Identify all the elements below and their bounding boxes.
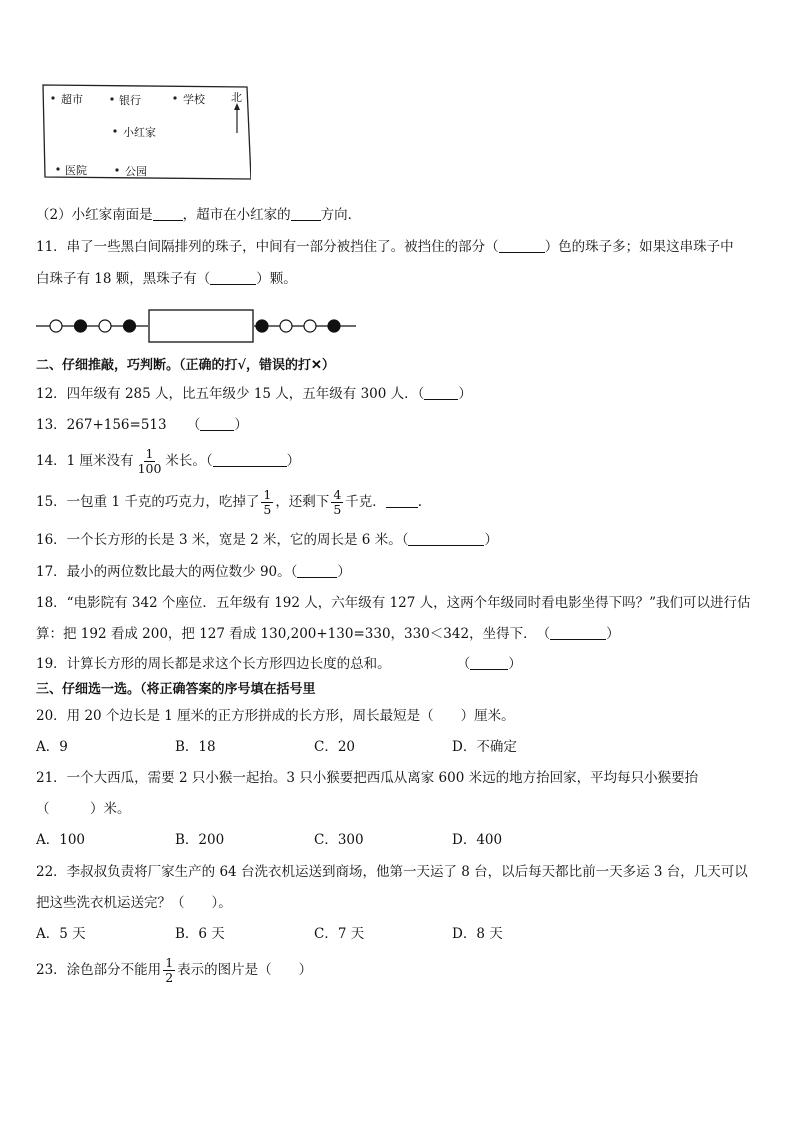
map-label-bank: 银行 bbox=[119, 94, 141, 107]
answer-blank[interactable] bbox=[210, 270, 256, 285]
option-c[interactable]: C．20 bbox=[314, 739, 356, 755]
map-label-park: 公园 bbox=[125, 165, 147, 178]
black-bead bbox=[256, 320, 268, 332]
option-b[interactable]: B．6 天 bbox=[175, 926, 225, 942]
option-a[interactable]: A．100 bbox=[36, 832, 86, 848]
option-c[interactable]: C．7 天 bbox=[314, 926, 365, 942]
map-label-school: 学校 bbox=[183, 93, 205, 106]
black-bead bbox=[328, 320, 340, 332]
map-label-home: 小红家 bbox=[123, 126, 156, 139]
close-paren: ） bbox=[606, 626, 620, 642]
question-22-line2: 把这些洗衣机运送完？（ ）。 bbox=[36, 895, 232, 911]
option-c[interactable]: C．300 bbox=[314, 832, 364, 848]
answer-blank[interactable] bbox=[213, 452, 287, 467]
q14-text-a: 14．1 厘米没有 bbox=[36, 453, 134, 469]
answer-blank[interactable] bbox=[153, 206, 183, 221]
option-a[interactable]: A．9 bbox=[36, 739, 68, 755]
q10-2-text-c: 方向． bbox=[320, 207, 362, 223]
question-12 bbox=[36, 384, 472, 404]
option-d[interactable]: D．8 天 bbox=[452, 926, 503, 942]
question-14 bbox=[36, 447, 300, 476]
q18-text: 算：把 192 看成 200，把 127 看成 130,200+130=330，330＜342，坐得下． （ bbox=[36, 626, 551, 642]
bead-string-figure bbox=[36, 306, 366, 346]
question-21-line2: （ ）米。 bbox=[36, 801, 131, 817]
map-label-supermarket: 超市 bbox=[61, 93, 83, 106]
fraction-denominator: 100 bbox=[137, 461, 162, 476]
question-17 bbox=[36, 562, 351, 582]
question-10-2 bbox=[36, 205, 361, 225]
fraction-numerator: 1 bbox=[263, 487, 272, 502]
answer-blank[interactable] bbox=[470, 655, 508, 670]
question-18-line1: 18．“电影院有 342 个座位．五年级有 192 人，六年级有 127 人，这两个年级同时看电影坐得下吗？”我们可以进行估 bbox=[36, 595, 751, 611]
white-bead bbox=[280, 320, 292, 332]
question-11-line1 bbox=[36, 237, 734, 257]
q17-text: 17．最小的两位数比最大的两位数少 90。（ bbox=[36, 564, 298, 580]
hidden-part-box bbox=[149, 310, 253, 342]
answer-blank[interactable] bbox=[297, 563, 337, 578]
fraction-numerator: 4 bbox=[333, 487, 342, 502]
answer-blank[interactable] bbox=[408, 531, 484, 546]
question-22-line1: 22．李叔叔负责将厂家生产的 64 台洗衣机运送到商场，他第一天运了 8 台，以后每天都比前一天多运 3 台，几天可以 bbox=[36, 864, 748, 880]
q15-text-a: 15．一包重 1 千克的巧克力，吃掉了 bbox=[36, 494, 260, 510]
q11-text-c: 白珠子有 18 颗，黑珠子有（ bbox=[36, 271, 211, 287]
map-label-hospital: 医院 bbox=[65, 164, 87, 177]
map-label-north: 北 bbox=[231, 91, 242, 104]
question-20: 20．用 20 个边长是 1 厘米的正方形拼成的长方形，周长最短是（ ）厘米。 bbox=[36, 708, 515, 724]
black-bead bbox=[124, 320, 136, 332]
q13-text: 13．267+156=513 （ bbox=[36, 417, 201, 433]
fraction-denominator: 2 bbox=[165, 970, 174, 985]
option-a[interactable]: A．5 天 bbox=[36, 926, 86, 942]
q10-2-text-b: ，超市在小红家的 bbox=[182, 207, 291, 223]
option-b[interactable]: B．200 bbox=[175, 832, 225, 848]
answer-blank[interactable] bbox=[291, 206, 321, 221]
close-paren: ） bbox=[286, 453, 301, 469]
fraction-numerator: 1 bbox=[145, 446, 154, 461]
q14-text-b: 米长。（ bbox=[165, 453, 213, 469]
fraction-denominator: 5 bbox=[263, 502, 272, 517]
white-bead bbox=[304, 320, 316, 332]
q19-text: 19．计算长方形的周长都是求这个长方形四边长度的总和。 bbox=[36, 656, 391, 672]
q11-text-a: 11．串了一些黑白间隔排列的珠子，中间有一部分被挡住了。被挡住的部分（ bbox=[36, 239, 499, 255]
q15-text-c: 千克． bbox=[345, 494, 386, 510]
answer-blank[interactable] bbox=[386, 493, 418, 508]
question-11-line2 bbox=[36, 269, 297, 289]
q11-text-b: ）色的珠子多；如果这串珠子中 bbox=[544, 239, 734, 255]
section-3-heading: 三、仔细选一选。（将正确答案的序号填在括号里 bbox=[36, 682, 316, 697]
question-18-line2 bbox=[36, 624, 620, 644]
open-paren: （ bbox=[456, 656, 471, 672]
period: . bbox=[417, 494, 423, 510]
answer-blank[interactable] bbox=[200, 416, 234, 431]
close-paren: ） bbox=[458, 386, 472, 402]
fraction-numerator: 1 bbox=[165, 955, 174, 970]
q10-2-text-a: （2）小红家南面是 bbox=[36, 207, 153, 223]
option-d[interactable]: D．不确定 bbox=[452, 739, 517, 755]
answer-blank[interactable] bbox=[499, 238, 545, 253]
q23-text-b: 表示的图片是（ ） bbox=[177, 962, 313, 978]
close-paren: ） bbox=[508, 656, 522, 672]
q15-text-b: ，还剩下 bbox=[275, 494, 330, 510]
black-bead bbox=[75, 320, 87, 332]
fraction bbox=[163, 956, 175, 985]
fraction bbox=[136, 447, 164, 476]
q12-text: 12．四年级有 285 人，比五年级少 15 人，五年级有 300 人．（ bbox=[36, 386, 425, 402]
answer-blank[interactable] bbox=[550, 625, 606, 640]
map-figure bbox=[41, 83, 251, 181]
question-21-line1: 21．一个大西瓜，需要 2 只小猴一起抬。3 只小猴要把西瓜从离家 600 米远的地方抬回家，平均每只小猴要抬 bbox=[36, 770, 699, 786]
question-13 bbox=[36, 415, 248, 435]
question-16 bbox=[36, 530, 498, 550]
option-d[interactable]: D．400 bbox=[452, 832, 503, 848]
close-paren: ） bbox=[234, 417, 248, 433]
question-23 bbox=[36, 956, 312, 985]
q23-text-a: 23．涂色部分不能用 bbox=[36, 962, 162, 978]
answer-blank[interactable] bbox=[424, 385, 458, 400]
question-15 bbox=[36, 488, 422, 517]
option-b[interactable]: B．18 bbox=[175, 739, 216, 755]
q16-text: 16．一个长方形的长是 3 米，宽是 2 米，它的周长是 6 米。（ bbox=[36, 532, 409, 548]
section-2-heading: 二、仔细推敲，巧判断。（正确的打√，错误的打✕） bbox=[36, 358, 335, 373]
white-bead bbox=[50, 320, 62, 332]
close-paren: ） bbox=[484, 532, 498, 548]
fraction bbox=[261, 488, 273, 517]
q11-text-d: ）颗。 bbox=[256, 271, 297, 287]
white-bead bbox=[99, 320, 111, 332]
fraction-denominator: 5 bbox=[333, 502, 342, 517]
fraction bbox=[331, 488, 343, 517]
close-paren: ） bbox=[337, 564, 351, 580]
question-19 bbox=[36, 654, 522, 674]
